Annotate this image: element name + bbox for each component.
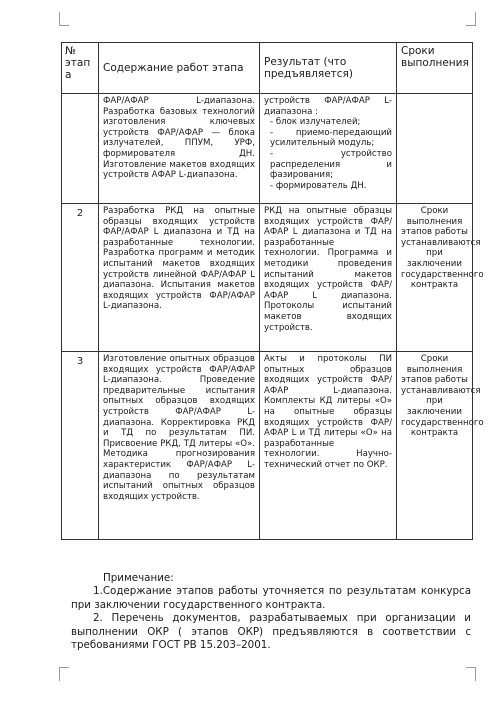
header-result: Результат (что предъявляется) bbox=[260, 43, 397, 94]
crop-mark bbox=[475, 12, 476, 26]
stage-content: ФАР/АФАР L-диапазона. Разработка базовых технологий изготовления ключевых устройств ФАР/АФАР — блока излучателей, ППУМ, УРФ, формирователя ДН. Изготовление макетов входящих устройств АФАР L-диапазона. bbox=[99, 94, 260, 204]
stage-content: Разработка РКД на опытные образцы входящих устройств ФАР/АФАР L диапазона и ТД на разработанные технологии. Разработка программ и методик испытаний макетов входящих устройств линейной ФАР/АФАР L диапазона. Испытания макетов входящих устройств ФАР/АФАР L-диапазона. bbox=[99, 204, 260, 352]
crop-mark bbox=[475, 667, 476, 681]
crop-mark bbox=[59, 667, 60, 681]
note-item: 2. Перечень документов, разрабатываемых при организации и выполнении ОКР ( этапов ОКР) предъявляются в соответствии с требованиями ГОСТ РВ 15.203–2001. bbox=[71, 612, 471, 652]
table-header-row bbox=[62, 43, 473, 94]
crop-mark bbox=[59, 667, 69, 668]
list-item: - формирователь ДН. bbox=[270, 180, 367, 191]
note-title: Примечание: bbox=[103, 572, 174, 584]
stages-table bbox=[61, 42, 484, 540]
stage-deadline bbox=[397, 94, 473, 204]
table-row bbox=[62, 204, 473, 352]
list-item: устройств ФАР/АФАР L-диапазона : bbox=[264, 96, 392, 117]
note-item: 1.Содержание этапов работы уточняется по результатам конкурса при заключении государственного контракта. bbox=[71, 585, 471, 611]
list-item: - блок излучателей; bbox=[270, 117, 361, 128]
list-item: - устройство распределения и фазирования; bbox=[270, 148, 392, 181]
header-content: Содержание работ этапа bbox=[99, 43, 260, 94]
stage-content: Изготовление опытных образцов входящих устройств ФАР/АФАР L-диапазона. Проведение предварительные испытания опытных образцов входящих устройств ФАР/АФАР L-диапазона. Корректировка РКД и ТД по результатам ПИ. Присвоение РКД, ТД литеры «О». Методика прогнозирования характеристик ФАР/АФАР L-диапазона по результатам испытаний опытных образцов входящих устройств. bbox=[99, 352, 260, 540]
crop-mark bbox=[59, 25, 69, 26]
stage-deadline: Сроки выполнения этапов работы устанавливаются при заключении государственного контракта bbox=[397, 204, 473, 352]
table-row bbox=[62, 94, 473, 204]
header-stage-number: № этап а bbox=[62, 43, 99, 94]
header-deadline: Сроки выполнения bbox=[397, 43, 473, 94]
stage-result: Акты и протоколы ПИ опытных образцов входящих устройств ФАР/АФАР L-диапазона. Комплекты КД литеры «О» на опытные образцы входящих устройств ФАР/АФАР L и ТД литеры «О» на разработанные технологии. Научно-технический отчет по ОКР. bbox=[260, 352, 397, 540]
result-list bbox=[264, 96, 392, 191]
list-item: - приемо-передающий усилительный модуль; bbox=[270, 127, 392, 149]
stage-number bbox=[62, 94, 99, 204]
stage-number: 2 bbox=[62, 204, 99, 352]
stage-result bbox=[260, 94, 397, 204]
stage-number: 3 bbox=[62, 352, 99, 540]
crop-mark bbox=[59, 12, 60, 26]
note-block bbox=[71, 572, 471, 652]
stage-result: РКД на опытные образцы входящих устройств ФАР/АФАР L диапазона и ТД на разработанные технологии. Программа и методики проведения испытаний макетов входящих устройств ФАР/АФАР L диапазона. Протоколы испытаний макетов входящих устройств. bbox=[260, 204, 397, 352]
table-row bbox=[62, 352, 473, 540]
stage-deadline: Сроки выполнения этапов работы устанавливаются при заключении государственного контракта bbox=[397, 352, 473, 540]
